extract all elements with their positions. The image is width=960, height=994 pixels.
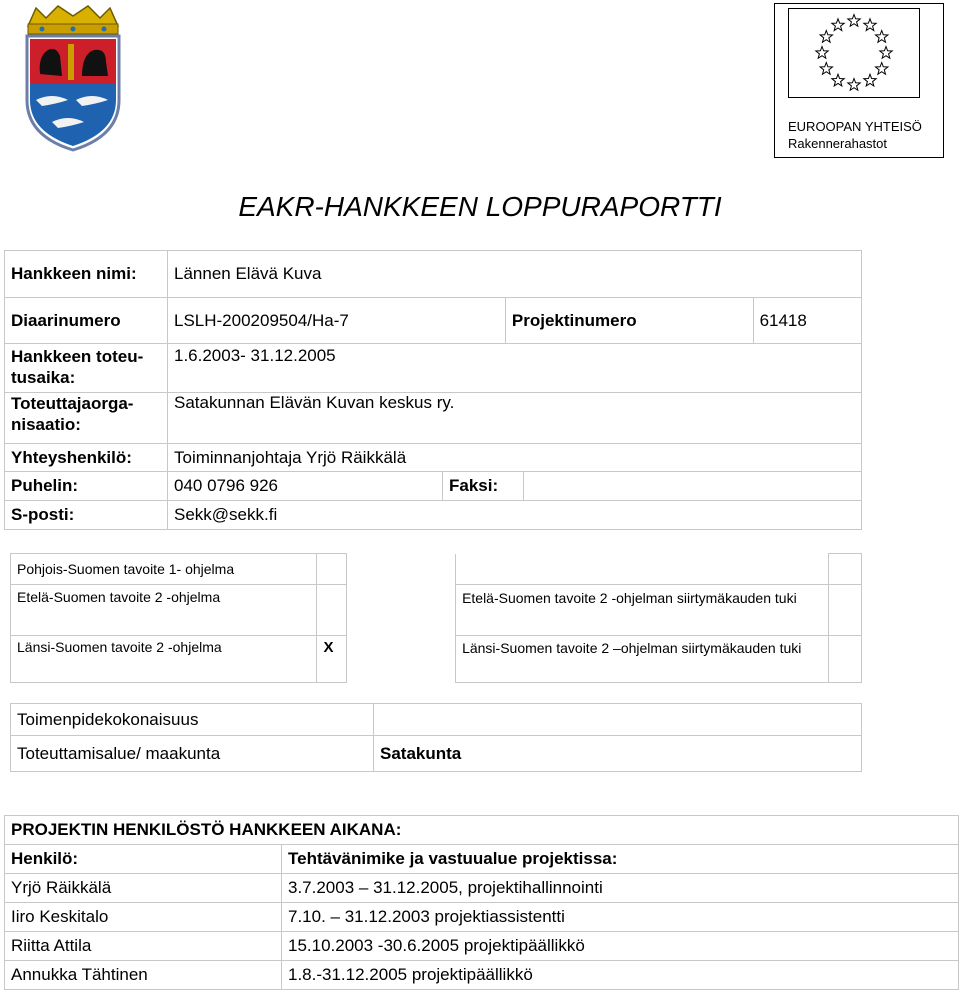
coat-of-arms-icon xyxy=(22,4,124,152)
email-label: S-posti: xyxy=(5,501,168,530)
eu-caption xyxy=(788,118,922,152)
staff-heading: PROJEKTIN HENKILÖSTÖ HANKKEEN AIKANA: xyxy=(5,816,959,845)
program-right-2-label: Länsi-Suomen tavoite 2 –ohjelman siirtymäkauden tuki xyxy=(456,636,829,683)
program-right-2-mark xyxy=(828,636,861,683)
table-row xyxy=(5,874,959,903)
org-label-line1: Toteuttajaorga- xyxy=(11,394,134,413)
project-name-value: Lännen Elävä Kuva xyxy=(168,251,862,298)
program-left-2-mark xyxy=(317,585,346,636)
entity-value xyxy=(374,704,862,736)
staff-person: Yrjö Räikkälä xyxy=(5,874,282,903)
program-right-1-label: Etelä-Suomen tavoite 2 -ohjelman siirtymäkauden tuki xyxy=(456,585,829,636)
project-info-table xyxy=(4,250,862,344)
program-left-3-mark: X xyxy=(317,636,346,683)
eu-star-icon xyxy=(864,19,876,31)
table-row xyxy=(5,932,959,961)
project-name-label: Hankkeen nimi: xyxy=(5,251,168,298)
program-right-blank xyxy=(456,554,829,585)
staff-person: Annukka Tähtinen xyxy=(5,961,282,990)
spacer xyxy=(346,585,456,636)
staff-table xyxy=(4,815,959,990)
project-number-label: Projektinumero xyxy=(505,298,753,344)
page-title: EAKR-HANKKEEN LOPPURAPORTTI xyxy=(238,191,722,222)
eu-star-icon xyxy=(864,74,876,86)
eu-logo-box xyxy=(774,3,944,158)
eu-star-icon xyxy=(876,63,888,75)
staff-role: 3.7.2003 – 31.12.2005, projektihallinnointi xyxy=(282,874,959,903)
diary-label: Diaarinumero xyxy=(5,298,168,344)
table-row xyxy=(5,961,959,990)
contact-value: Toiminnanjohtaja Yrjö Räikkälä xyxy=(168,444,862,472)
staff-person: Iiro Keskitalo xyxy=(5,903,282,932)
period-label xyxy=(5,344,168,393)
period-value: 1.6.2003- 31.12.2005 xyxy=(168,344,862,393)
fax-value xyxy=(524,472,862,501)
eu-flag-icon xyxy=(788,8,920,98)
area-label: Toteuttamisalue/ maakunta xyxy=(11,736,374,772)
spacer xyxy=(346,554,456,585)
org-label xyxy=(5,393,168,444)
project-details-table xyxy=(4,343,862,530)
eu-line1: EUROOPAN YHTEISÖ xyxy=(788,119,922,134)
spacer xyxy=(346,636,456,683)
diary-value: LSLH-200209504/Ha-7 xyxy=(168,298,506,344)
eu-star-icon xyxy=(832,19,844,31)
program-table xyxy=(10,553,862,683)
staff-role: 15.10.2003 -30.6.2005 projektipäällikkö xyxy=(282,932,959,961)
area-value: Satakunta xyxy=(374,736,862,772)
eu-star-icon xyxy=(848,15,860,27)
entity-label: Toimenpidekokonaisuus xyxy=(11,704,374,736)
eu-star-icon xyxy=(880,47,892,59)
org-value: Satakunnan Elävän Kuvan keskus ry. xyxy=(168,393,862,444)
eu-star-icon xyxy=(816,47,828,59)
program-left-3-label: Länsi-Suomen tavoite 2 -ohjelma xyxy=(11,636,317,683)
program-left-2-label: Etelä-Suomen tavoite 2 -ohjelma xyxy=(11,585,317,636)
fax-label: Faksi: xyxy=(443,472,524,501)
staff-person: Riitta Attila xyxy=(5,932,282,961)
staff-col-role: Tehtävänimike ja vastuualue projektissa: xyxy=(282,845,959,874)
program-right-blank-mark xyxy=(828,554,861,585)
staff-col-person: Henkilö: xyxy=(5,845,282,874)
project-number-value: 61418 xyxy=(753,298,861,344)
staff-role: 7.10. – 31.12.2003 projektiassistentti xyxy=(282,903,959,932)
eu-star-icon xyxy=(876,31,888,43)
measure-table xyxy=(10,703,862,772)
program-right-1-mark xyxy=(828,585,861,636)
contact-label: Yhteyshenkilö: xyxy=(5,444,168,472)
eu-star-icon xyxy=(820,31,832,43)
program-left-1-label: Pohjois-Suomen tavoite 1- ohjelma xyxy=(11,554,317,585)
period-label-line1: Hankkeen toteu- xyxy=(11,347,144,366)
program-left-1-mark xyxy=(317,554,346,585)
eu-line2: Rakennerahastot xyxy=(788,136,888,151)
phone-label: Puhelin: xyxy=(5,472,168,501)
email-value: Sekk@sekk.fi xyxy=(168,501,862,530)
period-label-line2: tusaika: xyxy=(11,368,76,387)
eu-star-icon xyxy=(848,79,860,91)
eu-star-icon xyxy=(820,63,832,75)
table-row xyxy=(5,903,959,932)
phone-value: 040 0796 926 xyxy=(168,472,443,501)
org-label-line2: nisaatio: xyxy=(11,415,81,434)
staff-role: 1.8.-31.12.2005 projektipäällikkö xyxy=(282,961,959,990)
eu-star-icon xyxy=(832,74,844,86)
